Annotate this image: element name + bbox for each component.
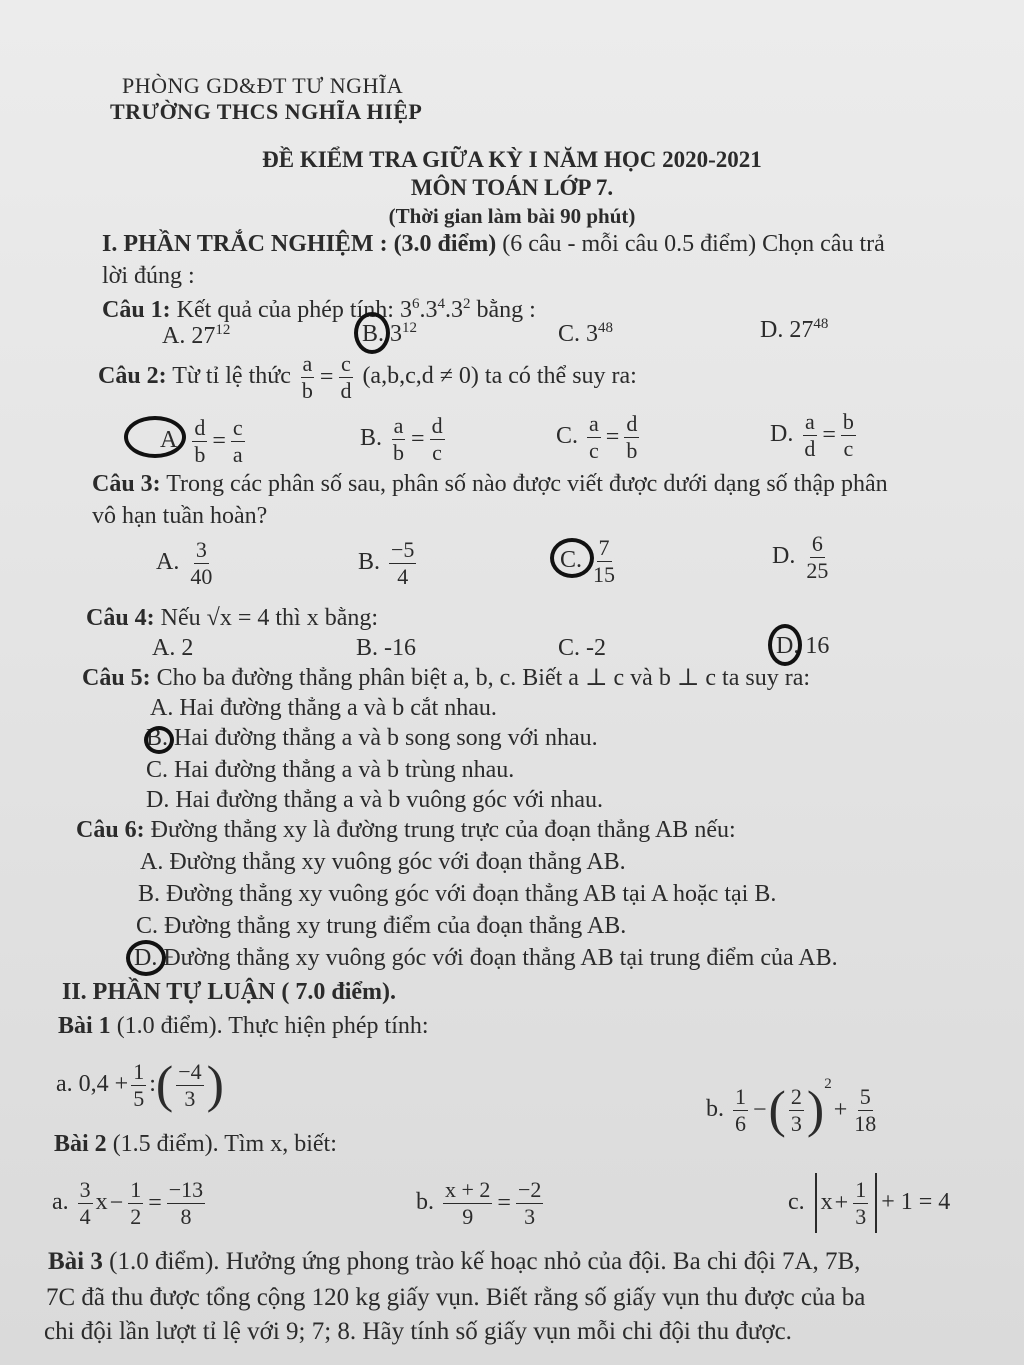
question-3: Câu 3: Trong các phân số sau, phân số nào được viết được dưới dạng số thập phân <box>92 471 888 497</box>
question-5: Câu 5: Cho ba đường thẳng phân biệt a, b, c. Biết a ⊥ c và b ⊥ c ta suy ra: <box>82 665 811 691</box>
question-1: Câu 1: Kết quả của phép tính: $3^6.3^4.3^2$ bằng : <box>102 296 536 323</box>
exam-subject: MÔN TOÁN LỚP 7. <box>410 175 614 200</box>
bai-1b: b. $\frac{1}{6}$ −( $\frac{2}{3}$ )$^2$+ $\frac{5}{18}$ <box>706 1076 877 1139</box>
department-name: PHÒNG GD&ĐT TƯ NGHĨA <box>122 73 404 98</box>
fraction: $\frac{c}{d}$ <box>340 350 352 403</box>
q4-option-a: A. 2 <box>152 635 194 661</box>
q6-option-c: C. Đường thẳng xy trung điểm của đoạn thẳng AB. <box>136 913 627 939</box>
q2-option-c: C. $\frac{a}{c}$ = $\frac{d}{b}$ <box>556 410 638 463</box>
q1-option-c: C. $3^{48}$ <box>558 320 614 347</box>
exam-time: (Thời gian làm bài 90 phút) <box>388 204 636 228</box>
question-4: Câu 4: Nếu √x = 4 thì x bằng: <box>86 605 379 631</box>
q3-option-c: C. $\frac{7}{15}$ <box>560 534 616 587</box>
q5-option-c: C. Hai đường thẳng a và b trùng nhau. <box>146 757 515 783</box>
part2-heading: II. PHẦN TỰ LUẬN ( 7.0 điểm). <box>62 979 396 1005</box>
bai-3-line3: chi đội lần lượt tỉ lệ với 9; 7; 8. Hãy tính số giấy vụn mỗi chi đội thu được. <box>44 1318 792 1345</box>
q3-option-d: D. $\frac{6}{25}$ <box>772 530 829 583</box>
school-name: TRƯỜNG THCS NGHĨA HIỆP <box>110 99 423 124</box>
q3-option-b: B. $\frac{-5}{4}$ <box>358 536 415 589</box>
bai-2-heading: Bài 2 (1.5 điểm). Tìm x, biết: <box>54 1131 337 1157</box>
bai-1-heading: Bài 1 (1.0 điểm). Thực hiện phép tính: <box>58 1013 429 1039</box>
question-6: Câu 6: Đường thẳng xy là đường trung trực của đoạn thẳng AB nếu: <box>76 817 736 843</box>
q6-option-d: D. Đường thẳng xy vuông góc với đoạn thẳng AB tại trung điểm của AB. <box>134 945 838 971</box>
q4-option-d: D. 16 <box>776 633 830 659</box>
bai-2a: a. $\frac{3}{4}$ x− $\frac{1}{2}$ = $\frac{-13}{8}$ <box>52 1176 204 1229</box>
question-2: Câu 2: Từ tỉ lệ thức $\frac{a}{b}$ = $\frac{c}{d}$ (a,b,c,d ≠ 0) ta có thể suy ra: <box>98 350 637 403</box>
part1-heading-cont: lời đúng : <box>102 263 195 289</box>
q3-option-a: A. $\frac{3}{40}$ <box>156 536 213 589</box>
q5-option-a: A. Hai đường thẳng a và b cắt nhau. <box>150 695 497 721</box>
q1-option-a: A. $27^{12}$ <box>162 322 231 349</box>
q6-option-a: A. Đường thẳng xy vuông góc với đoạn thẳng AB. <box>140 849 626 875</box>
q4-option-c: C. -2 <box>558 635 606 661</box>
bai-2b: b. $\frac{x + 2}{9}$ = $\frac{-2}{3}$ <box>416 1176 542 1229</box>
bai-3-line1: Bài 3 (1.0 điểm). Hưởng ứng phong trào kế hoạc nhỏ của đội. Ba chi đội 7A, 7B, <box>48 1248 861 1275</box>
q2-option-b: B. $\frac{a}{b}$ = $\frac{d}{c}$ <box>360 412 443 465</box>
bai-1a: a. 0,4 + $\frac{1}{5}$ :( $\frac{-4}{3}$ ) <box>56 1056 224 1114</box>
q4-option-b: B. -16 <box>356 635 416 661</box>
bai-2c: c. x+ $\frac{1}{3}$ + 1 = 4 <box>788 1170 950 1235</box>
q5-option-d: D. Hai đường thẳng a và b vuông góc với nhau. <box>146 787 603 813</box>
q2-option-a: A. $\frac{d}{b}$ = $\frac{c}{a}$ <box>160 414 243 467</box>
q2-option-d: D. $\frac{a}{d}$ = $\frac{b}{c}$ <box>770 408 854 461</box>
part1-heading: I. PHẦN TRẮC NGHIỆM : (3.0 điểm) (6 câu - mỗi câu 0.5 điểm) Chọn câu trả <box>102 231 885 257</box>
q1-option-b: B. $3^{12}$ <box>362 320 418 347</box>
q1-option-d: D. $27^{48}$ <box>760 316 829 343</box>
exam-title: ĐỀ KIỂM TRA GIỮA KỲ I NĂM HỌC 2020-2021 <box>262 147 762 172</box>
fraction: $\frac{a}{b}$ <box>301 350 313 403</box>
q5-option-b: B. Hai đường thẳng a và b song song với nhau. <box>146 725 598 751</box>
question-3-cont: vô hạn tuần hoàn? <box>92 503 268 529</box>
q6-option-b: B. Đường thẳng xy vuông góc với đoạn thẳng AB tại A hoặc tại B. <box>138 881 777 907</box>
bai-3-line2: 7C đã thu được tổng cộng 120 kg giấy vụn. Biết rằng số giấy vụn thu được của ba <box>46 1284 866 1311</box>
